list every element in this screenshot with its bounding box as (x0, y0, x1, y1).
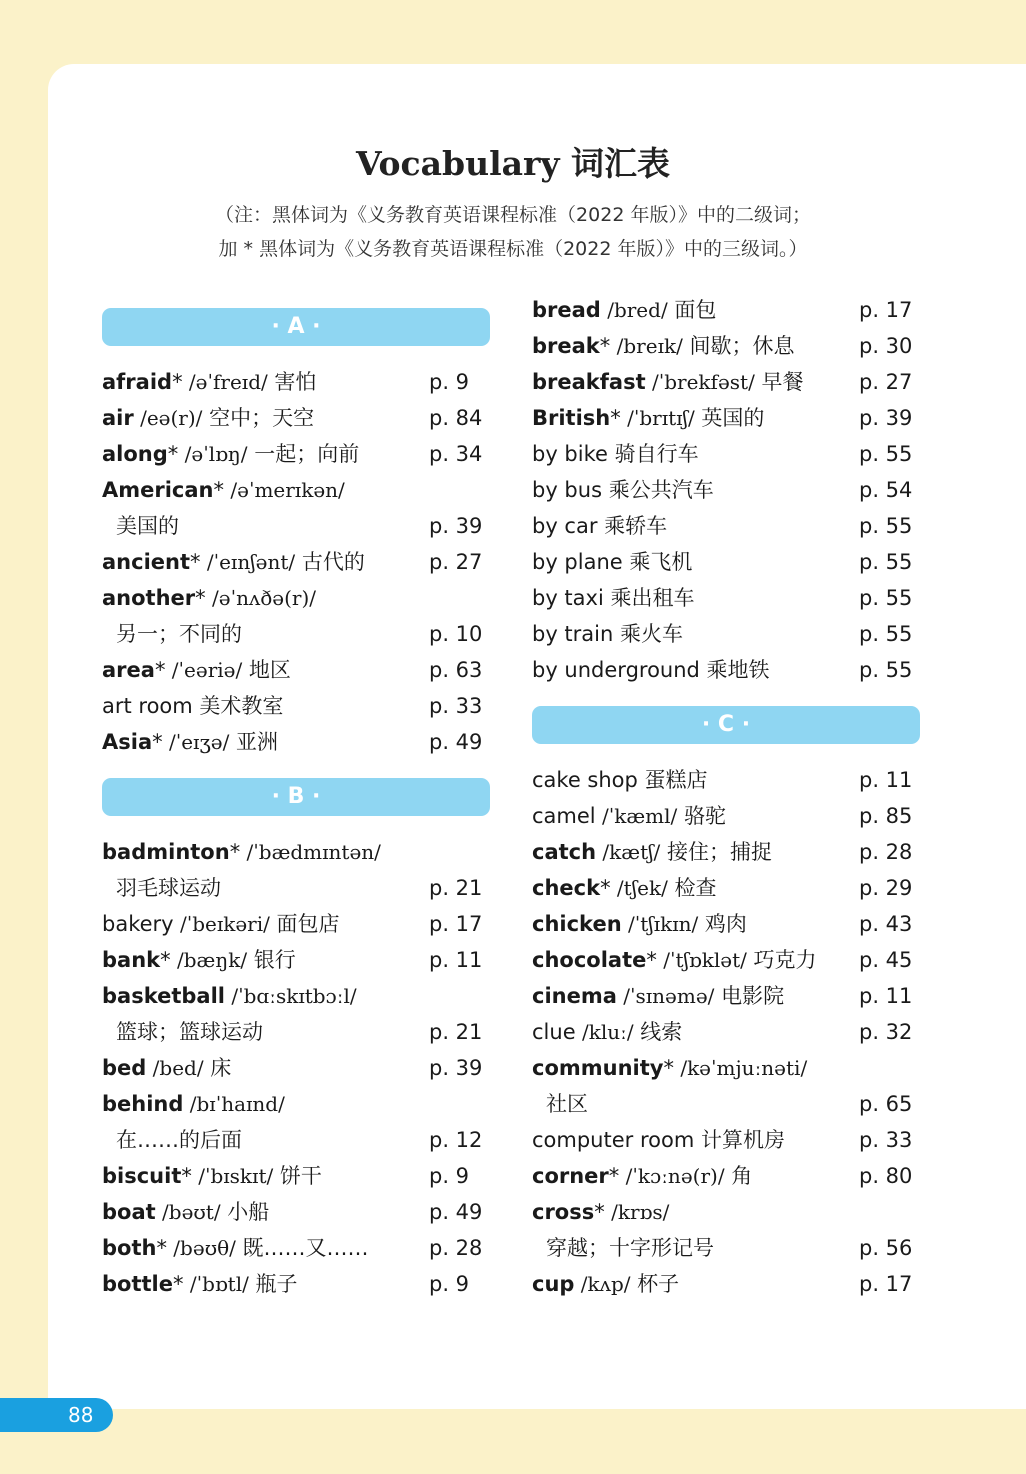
entry-star: * (646, 948, 657, 972)
entry-page: p. 21 (429, 1020, 483, 1044)
entry-meaning: 乘火车 (613, 622, 684, 646)
entry-word: chicken (532, 912, 622, 936)
entry-page: p. 55 (859, 622, 913, 646)
entry-word: behind (102, 1092, 184, 1116)
entry-word: catch (532, 840, 597, 864)
vocab-entry (102, 1086, 490, 1158)
entry-phonetic: /ˈbædmɪntən/ (240, 840, 381, 864)
entry-page: p. 10 (429, 622, 483, 646)
entry-phonetic: /tʃek/ (610, 876, 668, 900)
entry-line (102, 364, 490, 400)
vocab-entry (102, 544, 490, 580)
entry-star: * (213, 478, 225, 502)
entry-line (102, 400, 490, 436)
entry-line (532, 1050, 920, 1086)
entry-word: along (102, 442, 168, 466)
entry-meaning: 空中；天空 (202, 406, 315, 430)
vocab-entry (532, 1266, 920, 1302)
vocab-entry (532, 436, 920, 472)
entry-line (532, 508, 920, 544)
entry-page: p. 63 (429, 658, 483, 682)
section-header: · A · (102, 308, 490, 346)
entry-word: Asia (102, 730, 153, 754)
entry-page: p. 33 (429, 694, 483, 718)
vocab-entry (532, 906, 920, 942)
entry-meaning: 面包 (667, 298, 717, 322)
entry-phonetic: /kʌp/ (574, 1272, 631, 1296)
entry-phonetic: /ˈbɑːskɪtbɔːl/ (225, 984, 357, 1008)
entry-phonetic: /ˈeɪʒə/ (162, 730, 230, 754)
entry-page: p. 29 (859, 876, 913, 900)
entry-line (102, 1086, 490, 1122)
vocab-entry (102, 1158, 490, 1194)
entry-meaning: 乘地铁 (699, 658, 770, 682)
entry-page: p. 9 (429, 1272, 470, 1296)
entry-line (102, 652, 490, 688)
vocab-entry (532, 798, 920, 834)
entry-star: * (172, 1272, 184, 1296)
entry-page: p. 39 (429, 1056, 483, 1080)
entry-meaning: 既……又…… (235, 1236, 369, 1260)
entry-page: p. 49 (429, 1200, 483, 1224)
entry-word: check (532, 876, 601, 900)
vocab-entry (102, 652, 490, 688)
entry-line (532, 1194, 920, 1230)
entry-word: cross (532, 1200, 595, 1224)
entry-page: p. 80 (859, 1164, 913, 1188)
entry-line (532, 400, 920, 436)
entry-page: p. 9 (429, 1164, 470, 1188)
entry-line (102, 1230, 490, 1266)
entry-word: by bus (532, 478, 603, 502)
entry-phonetic: /bəʊt/ (155, 1200, 221, 1224)
vocab-entry (532, 544, 920, 580)
vocab-entry (102, 1230, 490, 1266)
entry-meaning: 小船 (220, 1200, 270, 1224)
entry-meaning: 在……的后面 (116, 1128, 242, 1152)
entry-line (102, 544, 490, 580)
entry-phonetic: /ˈbeɪkəri/ (173, 912, 270, 936)
entry-line (102, 580, 490, 616)
entry-page: p. 28 (859, 840, 913, 864)
entry-phonetic: /bred/ (600, 298, 668, 322)
entry-meaning: 计算机房 (694, 1128, 785, 1152)
entry-phonetic: /bæŋk/ (170, 948, 248, 972)
entry-word: badminton (102, 840, 230, 864)
entry-line (532, 1122, 920, 1158)
entry-meaning: 篮球；篮球运动 (116, 1020, 263, 1044)
entry-star: * (229, 840, 241, 864)
vocab-entry (102, 1266, 490, 1302)
entry-word: by plane (532, 550, 623, 574)
entry-star: * (152, 730, 163, 754)
entry-word: bakery (102, 912, 174, 936)
entry-page: p. 32 (859, 1020, 913, 1044)
entry-meaning: 检查 (667, 876, 717, 900)
entry-line (532, 580, 920, 616)
entry-phonetic: /ˈbɪskɪt/ (191, 1164, 274, 1188)
entry-meaning: 乘飞机 (622, 550, 693, 574)
entry-word: by underground (532, 658, 700, 682)
entry-word: another (102, 586, 196, 610)
entry-line (102, 834, 490, 870)
entry-line (102, 688, 490, 724)
entry-page: p. 39 (429, 514, 483, 538)
entry-page: p. 17 (859, 1272, 913, 1296)
vocab-entry (532, 1122, 920, 1158)
entry-star: * (600, 876, 611, 900)
entry-star: * (172, 370, 183, 394)
entry-word: computer room (532, 1128, 695, 1152)
entry-meaning: 穿越；十字形记号 (546, 1236, 714, 1260)
entry-meaning: 美术教室 (192, 694, 284, 718)
entry-star: * (610, 406, 621, 430)
entry-meaning: 鸡肉 (698, 912, 747, 936)
entry-page: p. 54 (859, 478, 913, 502)
entry-page: p. 55 (859, 442, 913, 466)
entry-star: * (160, 948, 171, 972)
vocab-entry (102, 472, 490, 544)
entry-line-continued (532, 1086, 920, 1122)
entry-line (532, 906, 920, 942)
entry-page: p. 12 (429, 1128, 483, 1152)
entry-line (532, 292, 920, 328)
vocab-entry (532, 364, 920, 400)
entry-phonetic: /ˈeəriə/ (165, 658, 243, 682)
entry-word: ancient (102, 550, 190, 574)
entry-phonetic: /ˈtʃɒklət/ (656, 948, 747, 972)
entry-page: p. 55 (859, 514, 913, 538)
entry-page: p. 21 (429, 876, 483, 900)
entry-word: area (102, 658, 155, 682)
entry-meaning: 骑自行车 (607, 442, 699, 466)
entry-word: breakfast (532, 370, 646, 394)
entry-line (532, 328, 920, 364)
entry-line (532, 870, 920, 906)
entry-page: p. 27 (429, 550, 483, 574)
vocab-entry (102, 688, 490, 724)
entry-page: p. 9 (429, 370, 470, 394)
section-spacer (102, 760, 490, 778)
entry-phonetic: /əˈfreɪd/ (182, 370, 268, 394)
entry-word: by taxi (532, 586, 604, 610)
entry-line (102, 1050, 490, 1086)
entry-star: * (154, 658, 166, 682)
vocab-entry (532, 292, 920, 328)
entry-star: * (594, 1200, 605, 1224)
entry-line (532, 436, 920, 472)
entry-line (102, 472, 490, 508)
entry-meaning: 害怕 (267, 370, 317, 394)
entry-line (532, 652, 920, 688)
vocab-entry (532, 834, 920, 870)
entry-page: p. 28 (429, 1236, 483, 1260)
section-header: · C · (532, 706, 920, 744)
entry-line (102, 1266, 490, 1302)
entry-phonetic: /ˈbrekfəst/ (645, 370, 755, 394)
entry-meaning: 电影院 (714, 984, 785, 1008)
vocab-entry (532, 652, 920, 688)
entry-word: basketball (102, 984, 225, 1008)
vocab-entry (102, 834, 490, 906)
entry-word: biscuit (102, 1164, 182, 1188)
entry-line (102, 1158, 490, 1194)
entry-meaning: 银行 (247, 948, 296, 972)
entry-word: by bike (532, 442, 608, 466)
entry-line (532, 978, 920, 1014)
entry-page: p. 17 (859, 298, 913, 322)
entry-line-continued (102, 1122, 490, 1158)
entry-line (102, 906, 490, 942)
entry-line-continued (102, 508, 490, 544)
entry-phonetic: /kætʃ/ (596, 840, 661, 864)
entry-phonetic: /əˈnʌðə(r)/ (205, 586, 317, 610)
entry-line-continued (102, 1014, 490, 1050)
entry-meaning: 地区 (242, 658, 291, 682)
entry-page: p. 27 (859, 370, 913, 394)
entry-page: p. 33 (859, 1128, 913, 1152)
entry-page: p. 39 (859, 406, 913, 430)
entry-meaning: 亚洲 (229, 730, 279, 754)
entry-star: * (156, 1236, 167, 1260)
entry-word: cup (532, 1272, 575, 1296)
vocab-entry (532, 1050, 920, 1122)
entry-meaning: 面包店 (269, 912, 340, 936)
vocab-entry (102, 1050, 490, 1086)
entry-page: p. 85 (859, 804, 913, 828)
entry-meaning: 瓶子 (248, 1272, 298, 1296)
entry-page: p. 17 (429, 912, 483, 936)
vocab-entry (102, 364, 490, 400)
entry-meaning: 角 (724, 1164, 753, 1188)
entry-page: p. 84 (429, 406, 483, 430)
entry-meaning: 床 (203, 1056, 232, 1080)
entry-line (532, 942, 920, 978)
entry-phonetic: /ˈbɒtl/ (183, 1272, 249, 1296)
entry-line (102, 724, 490, 760)
entry-phonetic: /əˈmerɪkən/ (224, 478, 345, 502)
entry-page: p. 55 (859, 550, 913, 574)
entry-page: p. 34 (429, 442, 483, 466)
vocab-entry (532, 762, 920, 798)
entry-meaning: 接住；捕捉 (660, 840, 772, 864)
entry-phonetic: /eə(r)/ (133, 406, 203, 430)
entry-meaning: 间歇；休息 (682, 334, 795, 358)
entry-meaning: 饼干 (273, 1164, 322, 1188)
entry-star: * (181, 1164, 192, 1188)
entry-star: * (195, 586, 206, 610)
entry-word: cinema (532, 984, 617, 1008)
vocab-entry (532, 328, 920, 364)
entry-meaning: 羽毛球运动 (116, 876, 221, 900)
entry-phonetic: /ˈeɪnʃənt/ (200, 550, 296, 574)
entry-line (532, 472, 920, 508)
vocab-entry (532, 1194, 920, 1266)
entry-line-continued (102, 870, 490, 906)
entry-word: air (102, 406, 134, 430)
entry-line (532, 1266, 920, 1302)
entry-phonetic: /kəˈmjuːnəti/ (673, 1056, 808, 1080)
entry-meaning: 乘出租车 (603, 586, 695, 610)
entry-phonetic: /bɪˈhaɪnd/ (183, 1092, 285, 1116)
page-number-badge (0, 1398, 113, 1432)
page-title: Vocabulary 词汇表 (355, 144, 671, 183)
entry-page: p. 55 (859, 586, 913, 610)
entry-star: * (663, 1056, 674, 1080)
section-header: · B · (102, 778, 490, 816)
entry-word: break (532, 334, 600, 358)
entry-meaning: 蛋糕店 (637, 768, 708, 792)
entry-line-continued (532, 1230, 920, 1266)
vocab-entry (102, 978, 490, 1050)
entry-page: p. 11 (429, 948, 483, 972)
vocab-entry (102, 580, 490, 652)
vocab-entry (532, 472, 920, 508)
entry-word: cake shop (532, 768, 638, 792)
vocab-entry (532, 616, 920, 652)
entry-line (102, 978, 490, 1014)
entry-word: art room (102, 694, 193, 718)
entry-line (532, 544, 920, 580)
vocab-entry (532, 870, 920, 906)
entry-page: p. 11 (859, 984, 913, 1008)
entry-meaning: 线索 (633, 1020, 683, 1044)
left-column (102, 308, 490, 1302)
entry-word: community (532, 1056, 664, 1080)
entry-meaning: 古代的 (295, 550, 365, 574)
entry-page: p. 45 (859, 948, 913, 972)
entry-phonetic: /breɪk/ (610, 334, 683, 358)
entry-word: clue (532, 1020, 576, 1044)
entry-line (532, 616, 920, 652)
note-line-1: （注：黑体词为《义务教育英语课程标准（2022 年版）》中的二级词； (215, 204, 811, 226)
entry-phonetic: /ˈkɔːnə(r)/ (619, 1164, 725, 1188)
entry-line (102, 436, 490, 472)
entry-line (102, 942, 490, 978)
entry-page: p. 65 (859, 1092, 913, 1116)
entry-page: p. 30 (859, 334, 913, 358)
entry-meaning: 巧克力 (746, 948, 817, 972)
entry-meaning: 杯子 (630, 1272, 680, 1296)
entry-phonetic: /kluː/ (575, 1020, 634, 1044)
entry-meaning: 一起；向前 (247, 442, 360, 466)
entry-line-continued (102, 616, 490, 652)
entry-phonetic: /krɒs/ (604, 1200, 670, 1224)
entry-phonetic: /ˈkæml/ (595, 804, 678, 828)
entry-meaning: 乘公共汽车 (602, 478, 714, 502)
entry-page: p. 11 (859, 768, 913, 792)
vocab-entry (102, 400, 490, 436)
entry-word: bank (102, 948, 161, 972)
entry-word: bottle (102, 1272, 173, 1296)
entry-word: by train (532, 622, 614, 646)
section-spacer (532, 688, 920, 706)
entry-word: British (532, 406, 611, 430)
entry-star: * (167, 442, 179, 466)
entry-meaning: 骆驼 (677, 804, 726, 828)
vocab-entry (102, 1194, 490, 1230)
entry-word: both (102, 1236, 157, 1260)
right-column (532, 292, 920, 1302)
entry-phonetic: /əˈlɒŋ/ (178, 442, 248, 466)
vocab-entry (102, 942, 490, 978)
entry-word: afraid (102, 370, 173, 394)
entry-meaning: 另一；不同的 (116, 622, 242, 646)
entry-line (102, 1194, 490, 1230)
entry-star: * (190, 550, 201, 574)
entry-word: boat (102, 1200, 156, 1224)
entry-page: p. 49 (429, 730, 483, 754)
entry-star: * (608, 1164, 620, 1188)
vocab-entry (102, 724, 490, 760)
entry-line (532, 798, 920, 834)
entry-phonetic: /ˈtʃɪkɪn/ (621, 912, 699, 936)
entry-phonetic: /ˈbrɪtɪʃ/ (620, 406, 695, 430)
entry-line (532, 834, 920, 870)
entry-word: chocolate (532, 948, 647, 972)
entry-star: * (599, 334, 611, 358)
vocab-entry (532, 580, 920, 616)
entry-line (532, 762, 920, 798)
vocab-entry (532, 978, 920, 1014)
vocab-entry (532, 1158, 920, 1194)
entry-line (532, 1014, 920, 1050)
note-line-2: 加 * 黑体词为《义务教育英语课程标准（2022 年版）》中的三级词。） (218, 238, 808, 260)
entry-meaning: 乘轿车 (597, 514, 668, 538)
entry-word: bread (532, 298, 601, 322)
entry-page: p. 43 (859, 912, 913, 936)
vocab-entry (102, 436, 490, 472)
entry-word: corner (532, 1164, 609, 1188)
entry-phonetic: /bəʊθ/ (166, 1236, 236, 1260)
entry-page: p. 55 (859, 658, 913, 682)
entry-word: American (102, 478, 214, 502)
entry-phonetic: /ˈsɪnəmə/ (616, 984, 715, 1008)
vocab-entry (532, 508, 920, 544)
entry-line (532, 1158, 920, 1194)
entry-meaning: 早餐 (754, 370, 804, 394)
page-number: 88 (68, 1403, 94, 1427)
entry-line (532, 364, 920, 400)
vocab-entry (102, 906, 490, 942)
vocab-entry (532, 400, 920, 436)
entry-page: p. 56 (859, 1236, 913, 1260)
entry-word: bed (102, 1056, 147, 1080)
entry-meaning: 社区 (546, 1092, 588, 1116)
entry-word: by car (532, 514, 598, 538)
vocab-entry (532, 1014, 920, 1050)
entry-meaning: 英国的 (694, 406, 765, 430)
entry-word: camel (532, 804, 596, 828)
entry-phonetic: /bed/ (146, 1056, 204, 1080)
vocab-entry (532, 942, 920, 978)
entry-meaning: 美国的 (116, 514, 179, 538)
